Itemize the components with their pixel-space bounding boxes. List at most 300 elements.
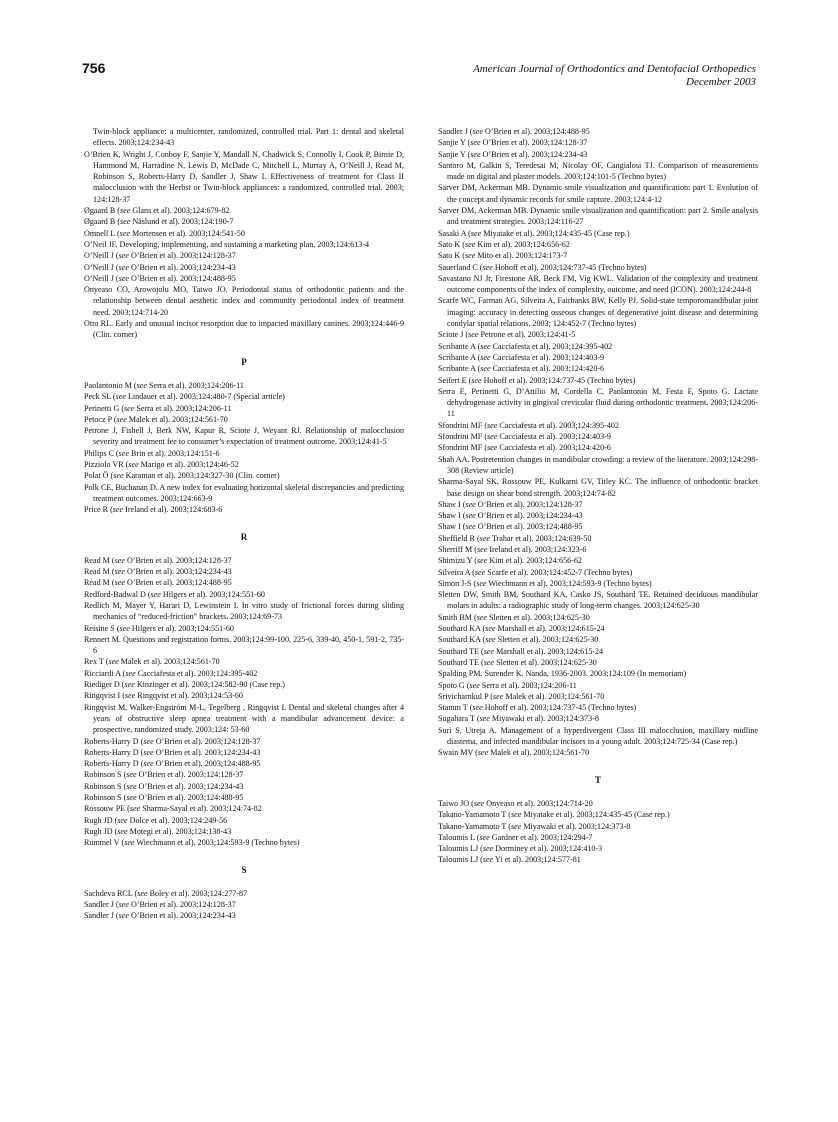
see-reference: see [485,624,496,634]
see-reference: see [465,499,476,509]
see-reference: see [117,815,128,825]
entry-citation: O’Brien et al). 2003;124:234-43 [124,567,232,577]
index-column-left [84,126,404,922]
see-reference: see [487,443,498,453]
entry-author: Peck SL ( [84,392,116,402]
index-entry [84,668,404,679]
index-entry [84,205,404,216]
entry-author: Taiwo JO ( [438,798,474,808]
index-entry [438,544,758,555]
index-entry [438,646,758,657]
index-entry [438,702,758,713]
index-entry [84,679,404,690]
index-entry [438,499,758,510]
entry-citation: Serra et al). 2003;124:206-11 [146,380,244,390]
entry-author: Øgaard B ( [84,217,120,227]
entry-citation: Hohoff et al). 2003;124:737-45 (Techno bytes) [482,703,637,713]
entry-citation: Cacciafesta et al). 2003;124:403-9 [497,432,611,442]
entry-author: Sheffield R ( [438,533,480,543]
entry-citation: Motegi et al). 2003;124:138-43 [127,826,232,836]
index-entry [438,420,758,431]
entry-author: Sandler J ( [438,127,473,136]
index-entry [438,832,758,843]
see-reference: see [477,748,489,758]
index-entry [84,577,404,588]
index-entry [438,634,758,645]
entry-author: Simon J-S ( [438,578,477,588]
entry-author: Ricciardi A ( [84,668,126,678]
index-entry: Petrone J, Fishell J, Berk NW, Kapur R, Sciote J, Weyant RJ. Relationship of malocclusion severity and treatment fee to consumer’s expectation of treatment outcome. 2003;124:41-5 [84,426,404,447]
entry-citation: Kinzinger et al). 2003;124:582-90 (Case rep.) [134,680,285,690]
see-reference: see [472,703,483,713]
entry-author: Perinetti G ( [84,403,125,413]
entry-citation: Cacciafesta et al). 2003;124:395-402 [135,668,258,678]
entry-citation: Cacciafesta et al). 2003;124:420-6 [490,364,605,374]
see-reference: see [510,810,522,820]
see-reference: see [473,798,485,808]
see-reference: see [119,206,131,216]
entry-author: Robinson S ( [84,793,127,803]
journal-title: American Journal of Orthodontics and Dentofacial Orthopedics [473,63,756,75]
entry-author: Rugh JD ( [84,826,118,836]
see-reference: see [128,460,139,470]
entry-author: Ringqvist I ( [84,691,125,701]
entry-citation: O’Brien et al). 2003;124:128-37 [128,251,236,261]
see-reference: see [129,804,141,814]
entry-author: Scribante A ( [438,364,481,374]
index-entry [438,713,758,724]
index-entry [84,623,404,634]
index-entry [438,363,758,374]
entry-citation: O’Brien et al). 2003;124:234-43 [475,511,583,521]
entry-citation: O’Brien et al). 2003;124:128-37 [128,900,236,910]
entry-citation: Glans et al). 2003;124:679-82 [130,206,230,216]
see-reference: see [126,793,137,803]
index-entry [84,555,404,566]
entry-author: Rugh JD ( [84,815,118,825]
index-entry [438,250,758,261]
index-entry: Savastano NJ Jr, Firestone AR, Beck FM, Vig KWL. Validation of the complexity and treatment outcome components of the index of complexity, outcome, and need (ICON). 2003;124:244-8 [438,273,758,295]
entry-citation: Lindauer et al). 2003;124:480-7 (Special article) [125,392,285,402]
entry-citation: Petrone et al). 2003;124:41-5 [478,330,576,340]
entry-author: O’Neill J ( [84,273,119,283]
index-entry [438,521,758,532]
entry-author: Pizziolo VR ( [84,460,129,470]
entry-citation: Serra et al). 2003;124:206-11 [134,403,232,413]
entry-citation: Mito et al). 2003;124:173-7 [475,251,568,261]
section-letter: R [240,531,248,542]
entry-author: Philips C ( [84,448,119,458]
index-column-right [438,126,758,866]
entry-citation: O’Brien et al). 2003;124:488-95 [136,793,244,803]
entry-citation: O’Brien et al). 2003;124:488-95 [482,127,590,136]
index-entry [84,747,404,758]
see-reference: see [143,759,154,769]
index-entry [84,656,404,667]
entry-author: Roberts-Harry D ( [84,736,144,746]
index-entry [438,262,758,273]
index-entry: Redlich M, Mayer Y, Harari D, Lewinstein I. In vitro study of frictional forces during sliding mechanics of “reduced-friction” brackets. 2003;124:69-73 [84,600,404,622]
entry-author: O’Neill J ( [84,262,119,272]
entry-citation: Sletten et al). 2003;124:625-30 [487,612,590,622]
see-reference: see [118,911,129,921]
see-reference: see [464,239,476,249]
index-entry [84,826,404,837]
index-entry: Sarver DM, Ackerman MB. Dynamic smile visualization and quantification: part 1. Evolution of the concept and dynamic records for smile capture. 2003;124:4-12 [438,183,758,204]
entry-citation: O’Brien et al). 2003;124:234-43 [480,149,588,159]
entry-author: Srivicharnkul P ( [438,691,494,701]
section-letter: P [241,356,247,367]
entry-citation: Wiechmann et al). 2003;124:593-9 (Techno bytes) [134,838,300,848]
see-reference: see [150,589,161,599]
see-reference: see [112,505,124,515]
see-reference: see [126,781,137,791]
see-reference: see [143,747,154,757]
index-entry [84,910,404,921]
entry-citation: Mortensen et al). 2003;124:541-50 [130,228,245,238]
entry-author: Øgaard B ( [84,206,120,216]
entry-citation: O’Brien et al). 2003;124:128-37 [480,138,588,148]
index-entry [84,414,404,425]
index-entry [84,262,404,273]
entry-citation: Ireland et al). 2003;124:323-6 [487,544,587,554]
entry-citation: Hilgers et al). 2003;124:551-60 [160,589,265,599]
see-reference: see [136,380,147,390]
index-entry [84,736,404,747]
entry-author: Paolantonio M ( [84,380,137,390]
entry-author: Price R ( [84,505,113,515]
see-reference: see [118,900,129,910]
entry-author: Sato K ( [438,251,465,261]
index-entry [438,691,758,702]
entry-citation: Miyawaki et al). 2003;124:373-8 [521,821,631,831]
journal-header [473,63,756,89]
entry-citation: Miyatake et al). 2003;124:435-45 (Case rep.) [521,810,670,820]
see-reference: see [479,714,490,724]
see-reference: see [479,832,490,842]
entry-author: Shimizu Y ( [438,556,477,566]
entry-author: Omnell L ( [84,228,120,238]
entry-author: Silveira A ( [438,567,475,577]
index-entry [84,228,404,239]
index-entry: Sharma-Sayal SK, Rossouw PE, Kulkarni GV, Titley KC. The influence of orthodontic bracket base design on shear bond strength. 2003;124:74-82 [438,477,758,498]
index-entry [438,798,758,809]
entry-author: Roberts-Harry D ( [84,747,144,757]
entry-author: Sugahara T ( [438,714,480,724]
index-entry [84,459,404,470]
entry-author: Seifert E ( [438,375,472,385]
see-reference: see [124,838,135,848]
entry-author: Taloumis LJ ( [438,855,483,865]
entry-author: Redford-Badwal D ( [84,589,151,599]
page-number: 756 [82,60,106,76]
entry-citation: Cacciafesta et al). 2003;124:395-402 [497,420,619,430]
index-entry [84,273,404,284]
entry-citation: O’Brien et al). 2003;124:488-95 [128,273,236,283]
entry-citation: O’Brien et al). 2003;124:128-37 [475,499,583,509]
index-entry: Polk CE, Buchanan D. A new index for evaluating horizontal skeletal discrepancies and predicting treatment outcomes. 2003;124:663-9 [84,482,404,503]
index-entry [438,623,758,634]
see-reference: see [482,262,493,272]
entry-citation: Gardner et al). 2003;124:294-7 [489,832,593,842]
entry-author: Takano-Yamamoto T ( [438,810,511,820]
entry-citation: Dolce et al). 2003;124:249-56 [127,815,228,825]
entry-citation: Boley et al). 2003;124:277-87 [147,888,248,898]
index-entry: Twin-block appliance: a multicenter, randomized, controlled trial. Part 1: dental and skeletal effects. 2003;124:234-43 [93,127,404,148]
see-reference: see [114,555,125,565]
index-entry [438,657,758,668]
entry-citation: Malek et al). 2003;124:561-70 [503,691,605,701]
entry-citation: Sletten et al). 2003;124:625-30 [495,635,599,645]
index-entry [84,448,404,459]
entry-author: Southard KA ( [438,624,486,634]
index-entry [84,899,404,910]
index-entry [438,809,758,820]
see-reference: see [510,821,522,831]
index-entry [438,137,758,148]
see-reference: see [470,149,481,159]
entry-author: Southard TE ( [438,657,484,667]
see-reference: see [464,251,476,261]
entry-citation: Trahar et al). 2003;124:639-50 [490,533,592,543]
see-reference: see [487,432,498,442]
entry-author: Taloumis L ( [438,832,480,842]
entry-citation: Dorminey et al). 2003;124:410-3 [493,844,603,854]
entry-author: Sanjie Y ( [438,149,471,159]
index-entry [84,380,404,391]
index-entry [438,239,758,250]
see-reference: see [115,392,126,402]
index-entry [438,578,758,589]
see-reference: see [119,228,131,238]
see-reference: see [119,623,130,633]
index-entry [84,566,404,577]
entry-citation: Kim et al). 2003;124:656-62 [475,239,570,249]
entry-citation: O’Brien et al). 2003;124:128-37 [124,555,232,565]
entry-author: Swain MV ( [438,748,478,758]
index-entry: O’Neil JF. Developing, implementing, and sustaining a marketing plan. 2003;124:613-4 [84,239,370,249]
index-entry [84,837,404,848]
index-entry: Scarfe WC, Farman AG, Silveira A, Fairbanks BW, Kelly PJ. Solid-state temporomandibular joint imaging: accuracy in detecting osseous changes of degenerative joint disease and determining condylar spatial relations. 2003; 124:452-7 (Techno bytes) [438,296,758,329]
entry-citation: Scarfe et al). 2003;124:452-7 (Techno bytes) [485,567,633,577]
entry-author: Petocz P ( [84,414,117,424]
entry-author: Stamm T ( [438,703,473,713]
entry-author: Sfondrini MF ( [438,443,488,453]
entry-author: Sasaki A ( [438,228,471,238]
see-reference: see [116,414,127,424]
entry-citation: Marigo et al). 2003;124:46-52 [138,460,239,470]
index-entry: Shah AA. Postretention changes in mandibular crowding: a review of the literature. 2003;124:298-308 (Review article) [438,454,758,475]
entry-author: Sanjie Y ( [438,138,471,148]
see-reference: see [113,471,124,481]
entry-author: Sandler J ( [84,911,119,921]
index-entry [84,589,404,600]
see-reference: see [470,138,481,148]
entry-citation: Serra et al). 2003;124:206-11 [479,680,577,690]
entry-author: Sandler J ( [84,900,119,910]
entry-author: Smith BM ( [438,612,477,622]
entry-author: Sachdeva RCL ( [84,888,138,898]
see-reference: see [137,888,148,898]
entry-author: Sfondrini MF ( [438,432,488,442]
entry-citation: Näslund et al). 2003;124:190-7 [130,217,234,227]
entry-citation: Miyatake et al). 2003;124:435-45 (Case rep.) [481,228,630,238]
index-entry [438,680,758,691]
see-reference: see [476,612,488,622]
see-reference: see [118,448,129,458]
entry-author: Shaw I ( [438,511,466,521]
entry-author: Sciote J ( [438,330,469,340]
entry-citation: Onyeaso et al). 2003;124:714-20 [484,798,593,808]
entry-author: Roberts-Harry D ( [84,759,144,769]
see-reference: see [118,262,129,272]
entry-citation: Hohoff et al). 2003;124:737-45 (Techno bytes) [481,375,636,385]
entry-author: Read M ( [84,578,115,588]
index-entry [84,781,404,792]
entry-citation: O’Brien et al). 2003;124:128-37 [153,736,261,746]
see-reference: see [470,228,482,238]
entry-citation: Yi et al). 2003;124:577-81 [493,855,581,865]
entry-citation: Wiechmann et al). 2003;124:593-9 (Techno bytes) [486,578,652,588]
see-reference: see [119,217,131,227]
see-reference: see [471,375,482,385]
entry-citation: Cacciafesta et al). 2003;124:420-6 [497,443,611,453]
entry-citation: O’Brien et al). 2003;124:128-37 [136,770,244,780]
see-reference: see [474,567,486,577]
entry-author: Robinson S ( [84,781,127,791]
see-reference: see [118,273,129,283]
entry-author: Riediger D ( [84,680,125,690]
entry-author: Spoto G ( [438,680,470,690]
index-entry [438,442,758,453]
entry-citation: Cacciafesta et al). 2003;124:403-9 [490,352,605,362]
index-entry [438,126,758,137]
see-reference: see [114,567,125,577]
index-entry: Ringqvist M, Walker-Engström M-L, Tegelberg , Ringqvist I. Dental and skeletal changes after 4 years of obstructive sleep apnea treatment with a mandibular advancement device: a prospective, randomized study. 2003;124: 53-60 [84,702,404,735]
index-entry [438,228,758,239]
index-entry [438,431,758,442]
index-entry: Onyeaso CO, Arowojolu MO, Taiwo JO. Periodontal status of orthodontic patients and the relationship between dental aesthetic index and community periodontal index of treatment need. 2003;124:714-20 [84,285,404,317]
entry-citation: O’Brien et al). 2003;124:488-95 [153,759,261,769]
index-entry [84,250,404,261]
index-entry [84,888,404,899]
entry-citation: Brin et al). 2003;124:151-6 [128,448,220,458]
index-entry [84,690,404,701]
see-reference: see [476,544,488,554]
entry-citation: Ringqvist et al). 2003;124:53-60 [135,691,243,701]
see-reference: see [124,680,135,690]
entry-author: Takano-Yamamoto T ( [438,821,511,831]
index-entry [438,510,758,521]
entry-citation: O’Brien et al). 2003;124:488-95 [124,578,232,588]
entry-citation: Sharma-Sayal et al). 2003;124:74-82 [140,804,262,814]
index-entry: Otto RL. Early and unusual incisor resorption due to impacted maxillary canines. 2003;124:446-9 (Clin. corner) [84,319,404,340]
entry-author: Shaw I ( [438,499,466,509]
entry-author: Scribante A ( [438,341,481,351]
index-entry [84,758,404,769]
entry-author: Southard TE ( [438,646,484,656]
index-entry [438,843,758,854]
entry-author: Sato K ( [438,239,465,249]
index-entry [438,341,758,352]
entry-citation: Marshall et al). 2003;124:615-24 [494,646,604,656]
see-reference: see [125,668,136,678]
entry-author: O’Neill J ( [84,251,119,261]
entry-citation: O’Brien et al). 2003;124:234-43 [136,781,244,791]
entry-citation: Sletten et al). 2003;124:625-30 [494,657,597,667]
see-reference: see [472,127,483,136]
index-entry: Santoro M, Galkin S, Teredesai M, Nicolay OF, Cangialosi TJ. Comparison of measurements made on digital and plaster models. 2003;124:101-5 (Techno bytes) [438,160,758,182]
see-reference: see [476,556,488,566]
see-reference: see [465,511,476,521]
journal-issue-date: December 2003 [686,76,756,88]
entry-citation: Ireland et al). 2003;124:683-6 [123,505,223,515]
see-reference: see [124,403,135,413]
entry-author: Sfondrini MF ( [438,420,488,430]
see-reference: see [114,578,125,588]
index-entry [438,821,758,832]
see-reference: see [468,330,479,340]
entry-author: Robinson S ( [84,770,127,780]
entry-citation: Cacciafesta et al). 2003;124:395-402 [490,341,613,351]
index-entry: Serra E, Perinetti G, D’Attilio M, Cordella C, Paolantonio M, Festa F, Spoto G. Lactate dehydrogenase activity in gingival crevicular fluid during orthodontic treatment. 2003;124:206-11 [438,386,758,419]
index-entry [84,216,404,227]
entry-author: Rummel V ( [84,838,125,848]
see-reference: see [479,533,491,543]
see-reference: see [124,691,136,701]
entry-citation: Marshall et al). 2003;124:615-24 [495,624,605,634]
index-entry [438,352,758,363]
entry-author: Rossouw PE ( [84,804,130,814]
index-entry [438,329,758,340]
index-entry [84,391,404,402]
see-reference: see [480,341,491,351]
see-reference: see [126,770,137,780]
index-entry: Suri S, Utreja A. Management of a hyperdivergent Class III malocclusion, maxillary midline diastema, and infected mandibular incisors in a young adult. 2003;124:725-34 (Case rep.) [438,725,758,747]
see-reference: see [108,657,119,667]
entry-author: Southard KA ( [438,635,486,645]
see-reference: see [483,657,495,667]
entry-author: Reisine S ( [84,623,120,633]
entry-citation: Miyawaki et al). 2003;124:373-8 [489,714,599,724]
see-reference: see [143,736,154,746]
see-reference: see [493,691,504,701]
index-entry [438,854,758,865]
entry-citation: Hilgers et al). 2003;124:551-60 [129,623,234,633]
entry-citation: O’Brien et al). 2003;124:234-43 [128,262,236,272]
see-reference: see [476,578,487,588]
entry-author: Read M ( [84,555,115,565]
see-reference: see [469,680,480,690]
see-reference: see [482,855,494,865]
entry-citation: Karaman et al). 2003;124:327-30 (Clin. corner) [123,471,280,481]
entry-citation: Hohoff et al). 2003;124:737-45 (Techno bytes) [492,262,647,272]
index-entry [438,533,758,544]
index-entry [438,567,758,578]
index-entry [84,792,404,803]
index-entry: Sarver DM, Ackerman MB. Dynamic smile visualization and quantification: part 2. Smile analysis and treatment strategies. 2003;124:116-27 [438,206,758,227]
index-entry [84,815,404,826]
entry-author: Read M ( [84,567,115,577]
index-entry [84,470,404,481]
see-reference: see [483,646,495,656]
index-entry [438,555,758,566]
index-entry [438,149,758,160]
index-entry: O’Brien K, Wright J, Conboy F, Sanjie Y, Mandall N, Chadwick S, Connolly I, Cook P, Birnie D, Hammond M, Harradine N, Lewis D, McDade C, Mitchell L, Murray A, O’Neill J, Read M, Robinson S, Roberts-Harry D, Sandler J, Shaw I. Effectiveness of treatment for Class II malocclusion with the Herbst or Twin-block appliances: a randomized, controlled trial. 2003; 124:128-37 [84,149,404,204]
entry-author: Rex T ( [84,657,109,667]
entry-citation: Malek et al). 2003;124:561-70 [118,657,220,667]
see-reference: see [480,364,491,374]
